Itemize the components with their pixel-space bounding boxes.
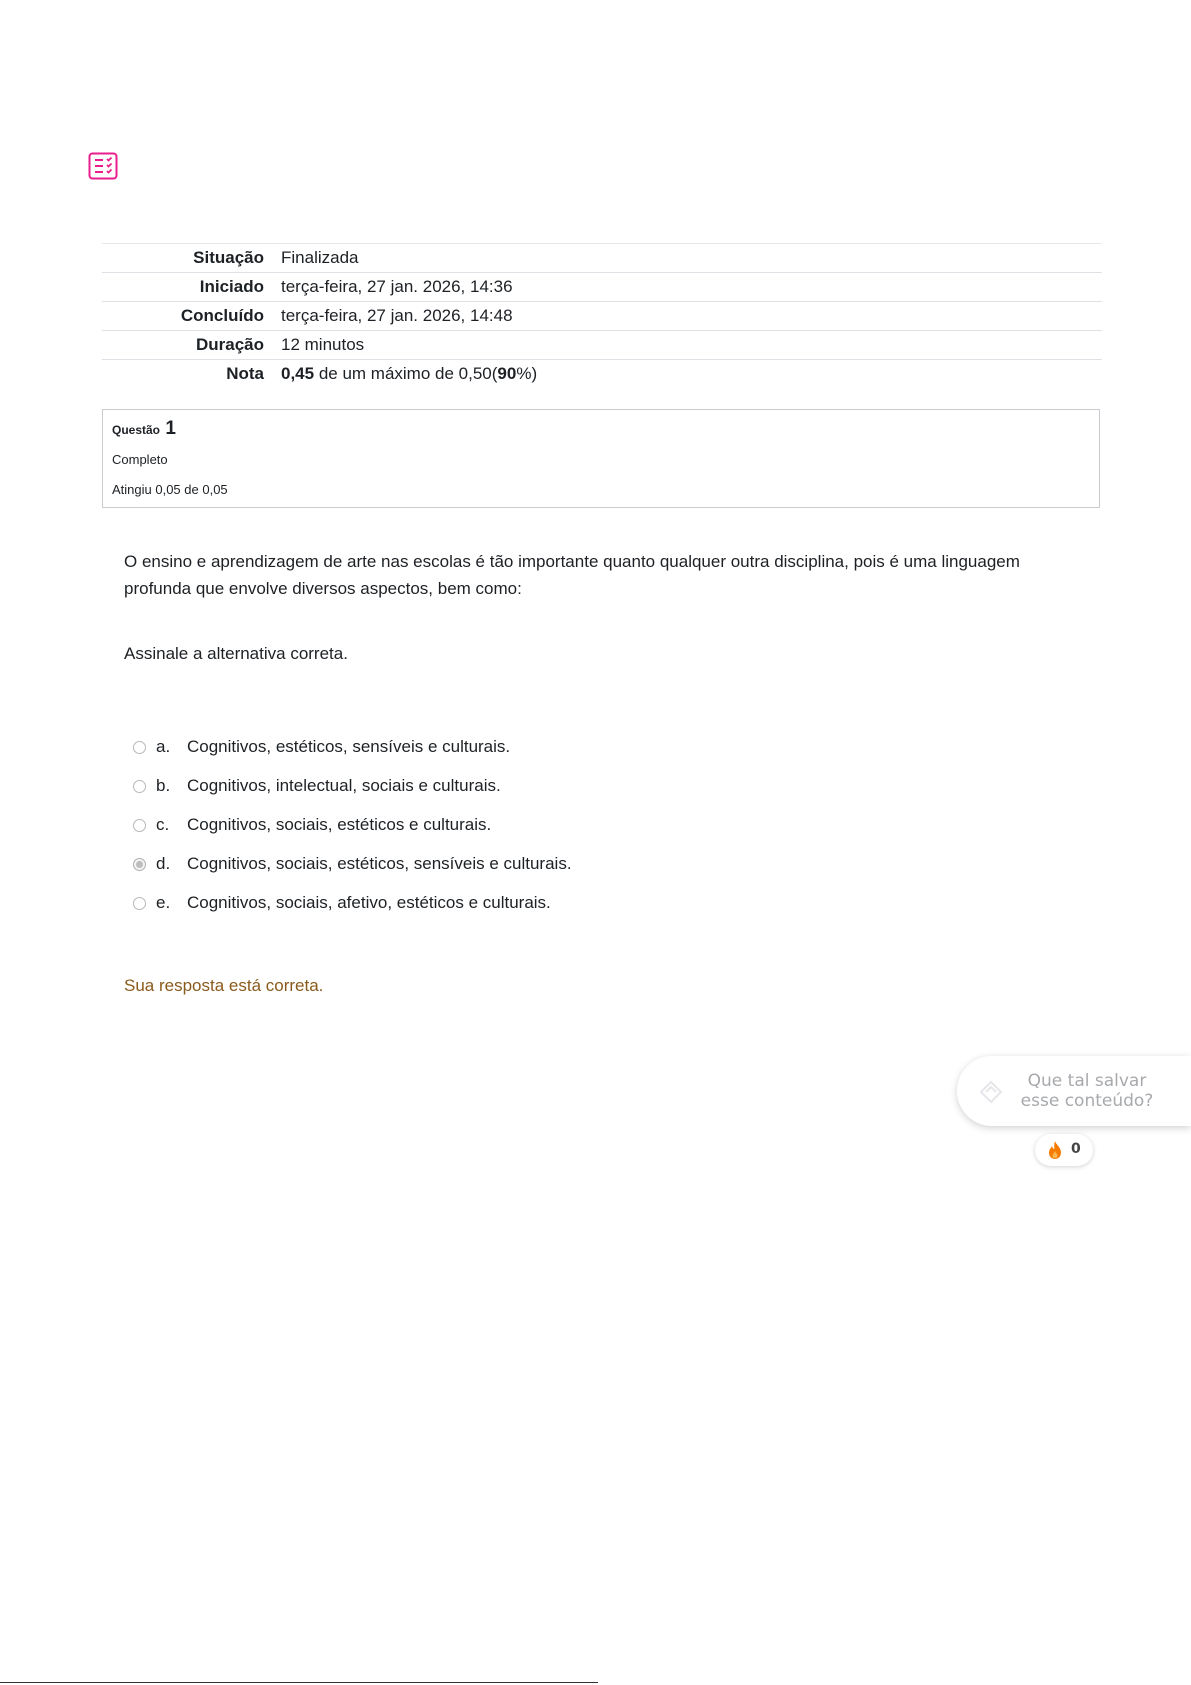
summary-value (281, 360, 1102, 389)
summary-label: Iniciado (199, 277, 264, 296)
answer-letter: a. (156, 737, 171, 756)
answer-option-e[interactable] (133, 890, 572, 929)
question-number (112, 418, 176, 440)
streak-badge[interactable] (1035, 1134, 1093, 1166)
answer-text: Cognitivos, sociais, afetivo, estéticos e culturais. (187, 893, 551, 912)
summary-row-started (102, 273, 1102, 302)
answer-list (133, 734, 572, 929)
grade-score: 0,45 (281, 364, 315, 383)
save-text-line1: Que tal salvar (1027, 1071, 1147, 1091)
radio-button[interactable] (133, 780, 146, 793)
grade-percent: 90 (497, 364, 517, 383)
radio-button[interactable] (133, 897, 146, 910)
question-label: Questão (112, 423, 161, 437)
summary-row-duration (102, 331, 1102, 360)
radio-button[interactable] (133, 741, 146, 754)
summary-label: Duração (195, 335, 264, 354)
question-state: Completo (112, 452, 168, 467)
summary-row-completed (102, 302, 1102, 331)
answer-text: Cognitivos, estéticos, sensíveis e culturais. (187, 737, 511, 756)
question-number-value: 1 (165, 418, 176, 439)
summary-value: terça-feira, 27 jan. 2026, 14:36 (281, 277, 513, 296)
summary-value: 12 minutos (281, 335, 365, 354)
fire-icon (1047, 1140, 1063, 1160)
summary-label: Situação (193, 248, 264, 267)
summary-row-grade (102, 360, 1102, 389)
answer-option-a[interactable] (133, 734, 572, 773)
save-content-button[interactable] (957, 1056, 1191, 1126)
streak-count: 0 (1071, 1141, 1081, 1157)
save-content-text (1017, 1071, 1157, 1111)
question-prompt: Assinale a alternativa correta. (124, 644, 348, 663)
answer-feedback: Sua resposta está correta. (124, 976, 324, 995)
question-grade: Atingiu 0,05 de 0,05 (112, 482, 228, 497)
answer-option-d[interactable] (133, 851, 572, 890)
grade-middle: de um máximo de 0,50( (314, 364, 498, 383)
radio-button-selected[interactable] (133, 858, 146, 871)
page-divider (0, 1682, 598, 1683)
summary-row-status (102, 244, 1102, 273)
summary-label: Nota (226, 364, 264, 383)
answer-text: Cognitivos, sociais, estéticos e culturais. (187, 815, 492, 834)
bookmark-icon (977, 1080, 1005, 1104)
answer-text: Cognitivos, sociais, estéticos, sensíveis e culturais. (187, 854, 572, 873)
summary-value: terça-feira, 27 jan. 2026, 14:48 (281, 306, 513, 325)
answer-option-c[interactable] (133, 812, 572, 851)
answer-letter: d. (156, 854, 171, 873)
question-info-box (102, 409, 1100, 508)
answer-letter: b. (156, 776, 171, 795)
answer-option-b[interactable] (133, 773, 572, 812)
answer-letter: c. (156, 815, 170, 834)
summary-value: Finalizada (281, 248, 359, 267)
grade-end: %) (516, 364, 538, 383)
radio-button[interactable] (133, 819, 146, 832)
question-text: O ensino e aprendizagem de arte nas escolas é tão importante quanto qualquer outra disciplina, pois é uma linguagem profunda que envolve diversos aspectos, bem como: (124, 552, 1020, 598)
summary-label: Concluído (180, 306, 264, 325)
attempt-summary-table (102, 243, 1102, 388)
answer-letter: e. (156, 893, 171, 912)
answer-text: Cognitivos, intelectual, sociais e culturais. (187, 776, 501, 795)
quiz-list-icon (88, 152, 118, 180)
save-text-line2: esse conteúdo? (1020, 1091, 1154, 1111)
